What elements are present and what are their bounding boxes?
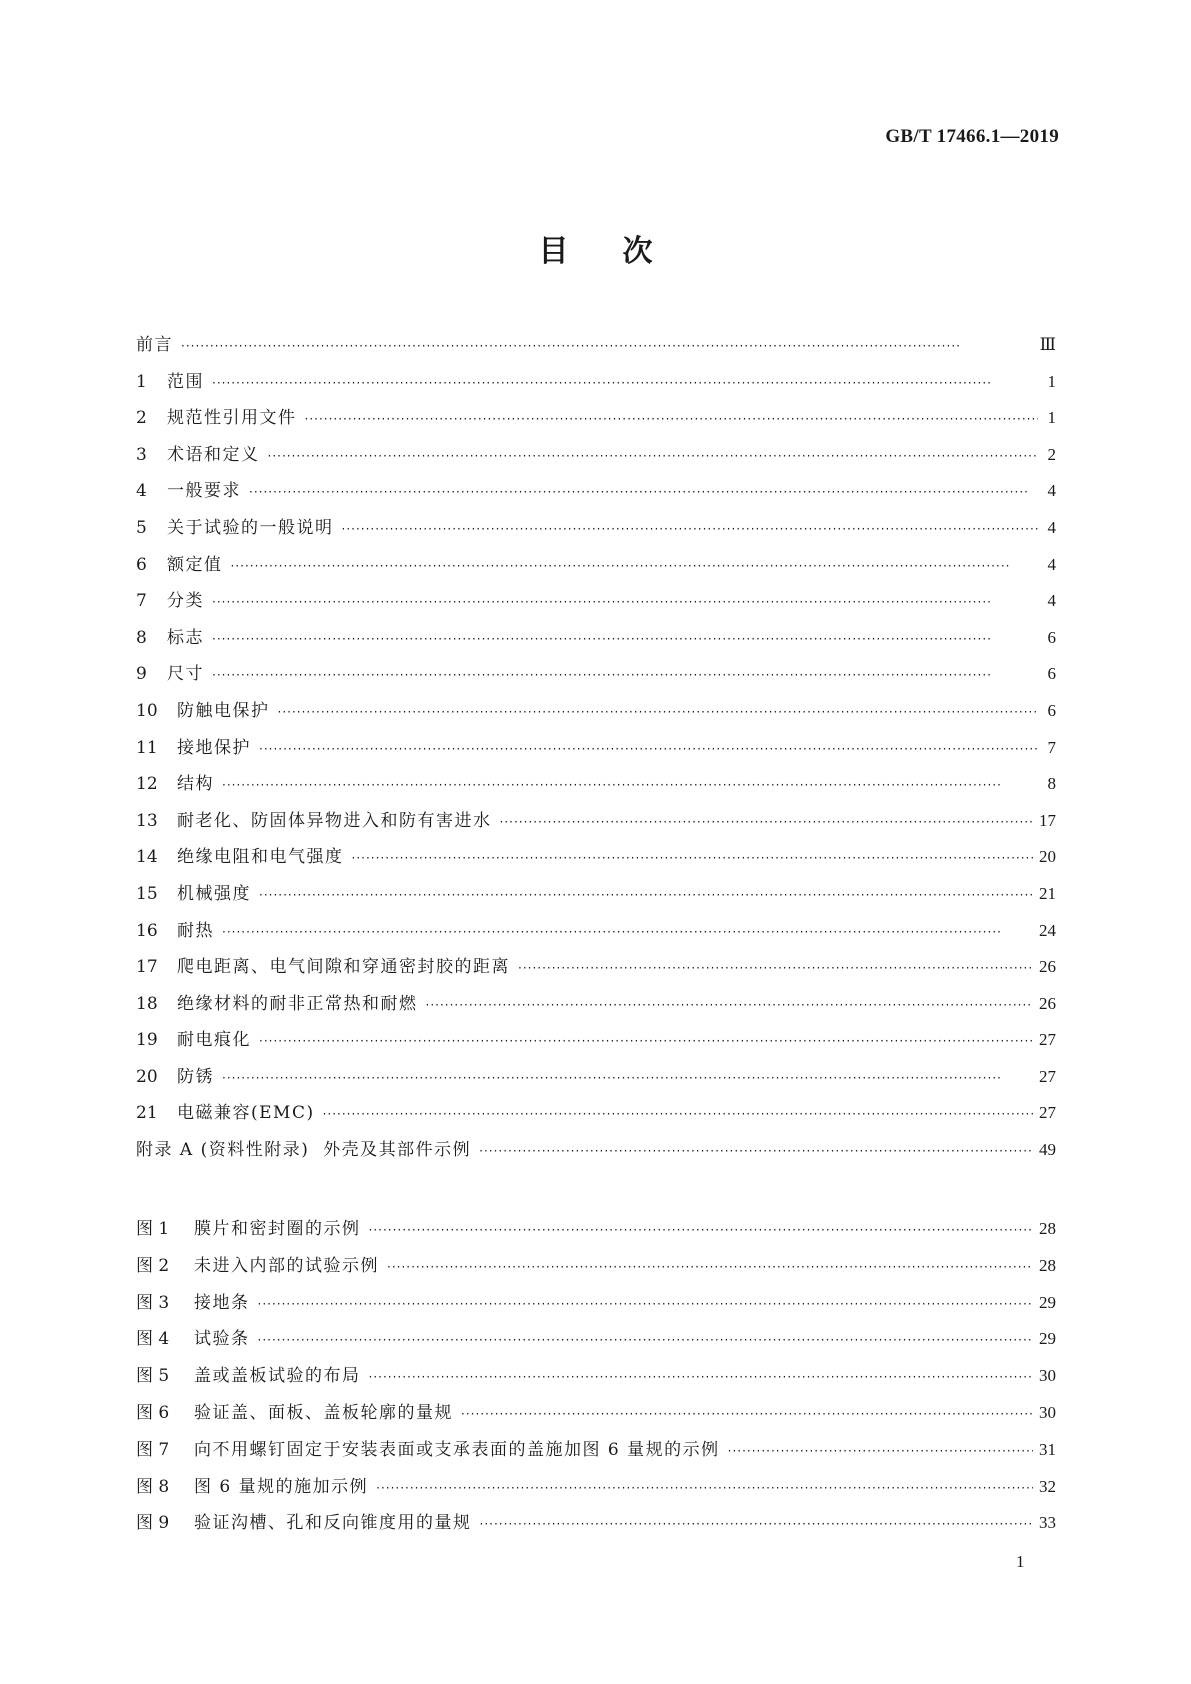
toc-entry-13[interactable] bbox=[136, 803, 1056, 840]
figure-entry-label: 接地条 bbox=[194, 1292, 250, 1313]
figure-entry-label: 盖或盖板试验的布局 bbox=[194, 1366, 361, 1387]
toc-entry-page: 2 bbox=[1047, 444, 1056, 464]
toc-entry-label: 防锈 bbox=[177, 1066, 214, 1087]
toc-dot-leader bbox=[426, 987, 1034, 1024]
figure-entry-5[interactable] bbox=[136, 1358, 1056, 1395]
toc-entry-page: 6 bbox=[1047, 627, 1056, 647]
toc-entry-number: 5 bbox=[136, 517, 147, 538]
toc-entry-2[interactable] bbox=[136, 400, 1056, 437]
toc-entry-21[interactable] bbox=[136, 1095, 1056, 1132]
toc-entry-page: 26 bbox=[1039, 993, 1056, 1013]
toc-entry-number: 10 bbox=[136, 700, 158, 721]
toc-entry-number: 7 bbox=[136, 591, 147, 612]
toc-entry-11[interactable] bbox=[136, 730, 1056, 767]
toc-dot-leader bbox=[500, 804, 1034, 841]
figure-entry-2[interactable] bbox=[136, 1248, 1056, 1285]
figure-entry-page: 29 bbox=[1039, 1329, 1056, 1349]
toc-dot-leader bbox=[342, 511, 1039, 548]
figure-entry-1[interactable] bbox=[136, 1211, 1056, 1248]
toc-entry-page: 20 bbox=[1039, 847, 1056, 867]
figure-entry-page: 33 bbox=[1039, 1513, 1056, 1533]
toc-dot-leader bbox=[231, 548, 1039, 585]
figure-entry-3[interactable] bbox=[136, 1285, 1056, 1322]
figure-entry-number: 图 7 bbox=[136, 1439, 170, 1460]
toc-dot-leader bbox=[259, 877, 1033, 914]
toc-dot-leader bbox=[376, 1470, 1033, 1507]
toc-entry-4[interactable] bbox=[136, 473, 1056, 510]
toc-entry-6[interactable] bbox=[136, 547, 1056, 584]
page-number: 1 bbox=[1016, 1552, 1025, 1571]
toc-entry-number: 19 bbox=[136, 1030, 158, 1051]
figure-entry-number: 图 3 bbox=[136, 1292, 170, 1313]
toc-entry-label: 术语和定义 bbox=[167, 444, 260, 465]
toc-entry-page: 27 bbox=[1039, 1030, 1056, 1050]
toc-entry-10[interactable] bbox=[136, 693, 1056, 730]
toc-entry-15[interactable] bbox=[136, 876, 1056, 913]
toc-entry-12[interactable] bbox=[136, 766, 1056, 803]
toc-entry-18[interactable] bbox=[136, 986, 1056, 1023]
toc-entry-label: 标志 bbox=[167, 627, 204, 648]
toc-entry-page: 4 bbox=[1047, 554, 1056, 574]
figure-entry-6[interactable] bbox=[136, 1395, 1056, 1432]
toc-entry-page: 26 bbox=[1039, 957, 1056, 977]
toc-entry-page: 4 bbox=[1047, 591, 1056, 611]
toc-entry-number: 1 bbox=[136, 371, 147, 392]
figure-entry-9[interactable] bbox=[136, 1505, 1056, 1542]
toc-entry-number: 17 bbox=[136, 957, 158, 978]
toc-dot-leader bbox=[222, 1060, 1033, 1097]
toc-entry-page: 27 bbox=[1039, 1103, 1056, 1123]
toc-entry-page: 49 bbox=[1039, 1140, 1056, 1160]
toc-dot-leader bbox=[479, 1133, 1033, 1170]
page-title: 目次 bbox=[538, 234, 707, 269]
toc-dot-leader bbox=[212, 584, 1038, 621]
toc-dot-leader bbox=[222, 914, 1033, 951]
figure-entry-7[interactable] bbox=[136, 1432, 1056, 1469]
toc-entry-annex-a[interactable] bbox=[136, 1132, 1056, 1169]
toc-entry-label: 机械强度 bbox=[177, 883, 251, 904]
toc-entry-14[interactable] bbox=[136, 839, 1056, 876]
toc-entry-label: 防触电保护 bbox=[177, 700, 270, 721]
toc-entry-16[interactable] bbox=[136, 913, 1056, 950]
figure-entry-label: 试验条 bbox=[194, 1329, 250, 1350]
toc-entry-number: 12 bbox=[136, 774, 158, 795]
toc-dot-leader bbox=[480, 1506, 1034, 1543]
toc-dot-leader bbox=[212, 621, 1038, 658]
figure-entry-page: 28 bbox=[1039, 1255, 1056, 1275]
toc-entry-number: 13 bbox=[136, 810, 158, 831]
figure-entry-number: 图 6 bbox=[136, 1402, 170, 1423]
toc-entry-number: 16 bbox=[136, 920, 158, 941]
figure-entry-page: 30 bbox=[1039, 1366, 1056, 1386]
toc-entry-number: 2 bbox=[136, 408, 147, 429]
toc-entry-label: 绝缘材料的耐非正常热和耐燃 bbox=[177, 993, 418, 1014]
toc-dot-leader bbox=[259, 1023, 1033, 1060]
toc-dot-leader bbox=[728, 1433, 1033, 1470]
toc-entry-19[interactable] bbox=[136, 1022, 1056, 1059]
toc-entry-number: 8 bbox=[136, 627, 147, 648]
toc-entry-page: 1 bbox=[1047, 371, 1056, 391]
toc-entry-label: 前言 bbox=[136, 335, 173, 355]
figure-entry-number: 图 4 bbox=[136, 1329, 170, 1350]
list-of-figures bbox=[136, 1211, 1056, 1542]
toc-entry-label: 结构 bbox=[177, 774, 214, 795]
toc-entry-number: 6 bbox=[136, 554, 147, 575]
figure-entry-label: 膜片和密封圈的示例 bbox=[194, 1219, 361, 1239]
toc-dot-leader bbox=[305, 401, 1039, 438]
toc-dot-leader bbox=[181, 328, 1034, 365]
figure-entry-number: 图 1 bbox=[136, 1219, 170, 1239]
toc-dot-leader bbox=[222, 767, 1038, 804]
figure-entry-label: 向不用螺钉固定于安装表面或支承表面的盖施加图 6 量规的示例 bbox=[194, 1439, 720, 1460]
toc-entry-label: 分类 bbox=[167, 591, 204, 612]
toc-entry-number: 15 bbox=[136, 883, 158, 904]
figure-entry-label: 未进入内部的试验示例 bbox=[194, 1255, 379, 1276]
toc-entry-page: 4 bbox=[1047, 517, 1056, 537]
toc-dot-leader bbox=[249, 474, 1038, 511]
figure-entry-page: 31 bbox=[1039, 1439, 1056, 1459]
toc-entry-label: 爬电距离、电气间隙和穿通密封胶的距离 bbox=[177, 957, 510, 978]
figure-entry-page: 30 bbox=[1039, 1402, 1056, 1422]
toc-dot-leader bbox=[387, 1249, 1033, 1286]
toc-entry-page: Ⅲ bbox=[1039, 335, 1056, 354]
toc-dot-leader bbox=[278, 694, 1039, 731]
figure-entry-8[interactable] bbox=[136, 1469, 1056, 1506]
toc-entry-label: 尺寸 bbox=[167, 664, 204, 685]
toc-dot-leader bbox=[369, 1359, 1034, 1396]
toc-entry-label: 耐电痕化 bbox=[177, 1030, 251, 1051]
toc-dot-leader bbox=[258, 1322, 1034, 1359]
figure-entry-4[interactable] bbox=[136, 1321, 1056, 1358]
figure-entry-number: 图 9 bbox=[136, 1513, 170, 1534]
toc-entry-label: 耐热 bbox=[177, 920, 214, 941]
toc-entry-page: 6 bbox=[1047, 700, 1056, 720]
toc-entry-page: 24 bbox=[1039, 920, 1056, 940]
toc-entry-page: 27 bbox=[1039, 1066, 1056, 1086]
table-of-contents bbox=[136, 327, 1056, 1169]
toc-entry-1[interactable] bbox=[136, 364, 1056, 401]
figure-entry-number: 图 2 bbox=[136, 1255, 170, 1276]
toc-entry-label: 绝缘电阻和电气强度 bbox=[177, 847, 344, 868]
figure-entry-label: 验证沟槽、孔和反向锥度用的量规 bbox=[194, 1513, 472, 1534]
toc-entry-page: 8 bbox=[1047, 774, 1056, 794]
figure-entry-page: 28 bbox=[1039, 1219, 1056, 1238]
toc-entry-label: 额定值 bbox=[167, 554, 223, 575]
toc-dot-leader bbox=[258, 1286, 1034, 1323]
figure-entry-page: 29 bbox=[1039, 1292, 1056, 1312]
toc-dot-leader bbox=[212, 657, 1038, 694]
toc-entry-page: 1 bbox=[1047, 408, 1056, 428]
toc-entry-page: 6 bbox=[1047, 664, 1056, 684]
toc-entry-number: 14 bbox=[136, 847, 158, 868]
toc-entry-label: 接地保护 bbox=[177, 737, 251, 758]
figure-entry-label: 验证盖、面板、盖板轮廓的量规 bbox=[194, 1402, 453, 1423]
toc-entry-number: 20 bbox=[136, 1066, 158, 1087]
figure-entry-number: 图 8 bbox=[136, 1476, 170, 1497]
toc-entry-label: 电磁兼容(EMC) bbox=[177, 1103, 315, 1124]
toc-entry-20[interactable] bbox=[136, 1059, 1056, 1096]
toc-entry-5[interactable] bbox=[136, 510, 1056, 547]
document-code: GB/T 17466.1—2019 bbox=[885, 126, 1059, 147]
toc-entry-8[interactable] bbox=[136, 620, 1056, 657]
toc-entry-7[interactable] bbox=[136, 583, 1056, 620]
toc-entry-label: 耐老化、防固体异物进入和防有害进水 bbox=[177, 810, 492, 831]
toc-entry-number: 11 bbox=[136, 737, 158, 758]
toc-entry-label: 附录 A (资料性附录) 外壳及其部件示例 bbox=[136, 1140, 472, 1161]
toc-entry-number: 4 bbox=[136, 481, 147, 502]
toc-entry-number: 9 bbox=[136, 664, 147, 685]
toc-dot-leader bbox=[461, 1396, 1033, 1433]
toc-dot-leader bbox=[323, 1096, 1033, 1133]
figure-entry-number: 图 5 bbox=[136, 1366, 170, 1387]
toc-entry-number: 3 bbox=[136, 444, 147, 465]
toc-dot-leader bbox=[518, 950, 1033, 987]
toc-dot-leader bbox=[352, 840, 1034, 877]
toc-entry-17[interactable] bbox=[136, 949, 1056, 986]
figure-entry-page: 32 bbox=[1039, 1476, 1056, 1496]
toc-dot-leader bbox=[369, 1212, 1034, 1249]
toc-entry-page: 21 bbox=[1039, 883, 1056, 903]
toc-entry-label: 范围 bbox=[167, 371, 204, 392]
toc-entry-label: 一般要求 bbox=[167, 481, 241, 502]
toc-entry-page: 17 bbox=[1039, 810, 1056, 830]
toc-entry-label: 关于试验的一般说明 bbox=[167, 517, 334, 538]
toc-dot-leader bbox=[259, 731, 1038, 768]
toc-entry-9[interactable] bbox=[136, 656, 1056, 693]
toc-entry-page: 4 bbox=[1047, 481, 1056, 501]
toc-entry-page: 7 bbox=[1047, 737, 1056, 757]
toc-dot-leader bbox=[212, 365, 1038, 402]
toc-entry-number: 18 bbox=[136, 993, 158, 1014]
toc-entry-label: 规范性引用文件 bbox=[167, 408, 297, 429]
toc-entry-number: 21 bbox=[136, 1103, 158, 1124]
toc-entry-foreword[interactable] bbox=[136, 327, 1056, 364]
toc-entry-3[interactable] bbox=[136, 437, 1056, 474]
figure-entry-label: 图 6 量规的施加示例 bbox=[194, 1476, 369, 1497]
toc-dot-leader bbox=[268, 438, 1039, 475]
